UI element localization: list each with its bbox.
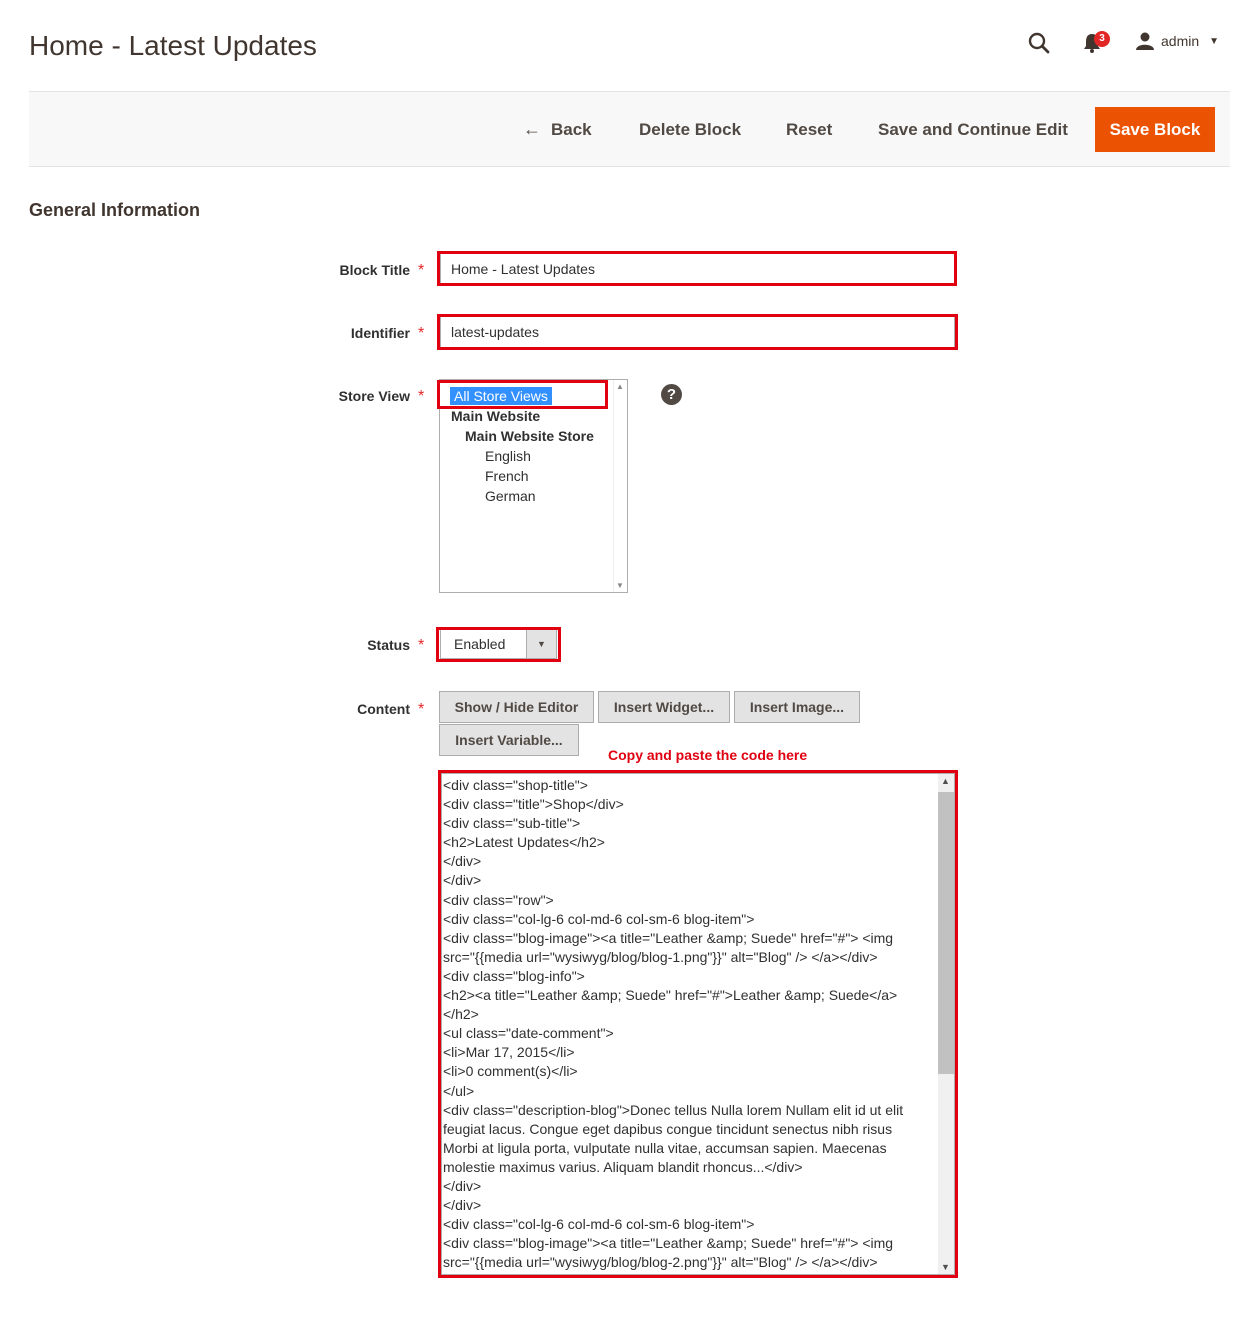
scroll-thumb[interactable] <box>938 792 954 1074</box>
reset-button[interactable]: Reset <box>786 107 832 152</box>
code-line: <div class="title">Shop</div> <box>443 796 624 813</box>
content-textarea[interactable] <box>441 773 955 1275</box>
annotation-note: Copy and paste the code here <box>608 747 808 763</box>
code-line: <div class="blog-info"> <box>443 967 585 984</box>
code-line: <div class="col-lg-6 col-md-6 col-sm-6 blog-item"> <box>443 1216 755 1233</box>
arrow-left-icon: ← <box>523 119 541 139</box>
code-line: <li>0 comment(s)</li> <box>443 1063 578 1080</box>
save-and-continue-button[interactable]: Save and Continue Edit <box>878 107 1068 152</box>
code-line: <h2><a title="Leather &amp; Suede" href="#">Leather &amp; Suede</a> <box>443 987 898 1004</box>
insert-variable-button[interactable]: Insert Variable... <box>439 724 579 756</box>
code-line: <div class="sub-title"> <box>443 815 581 832</box>
back-label: Back <box>551 120 592 139</box>
required-asterisk: * <box>418 701 425 718</box>
status-label: Status <box>367 637 410 653</box>
search-icon[interactable] <box>1028 32 1050 54</box>
required-asterisk: * <box>418 388 425 405</box>
store-view-label: Store View <box>338 388 410 404</box>
required-asterisk: * <box>418 325 425 342</box>
store-option-french[interactable]: French <box>485 468 529 484</box>
show-hide-editor-button[interactable]: Show / Hide Editor <box>439 691 594 723</box>
back-button[interactable] <box>523 107 592 152</box>
store-option-all[interactable]: All Store Views <box>450 387 552 405</box>
scroll-up-icon[interactable]: ▲ <box>941 776 950 786</box>
code-line: <li>Mar 17, 2015</li> <box>443 1044 575 1061</box>
code-line: </ul> <box>443 1082 475 1099</box>
chevron-down-icon: ▼ <box>526 630 556 658</box>
user-menu[interactable] <box>1135 32 1219 50</box>
code-line: <div class="shop-title"> <box>443 777 588 793</box>
store-option-english[interactable]: English <box>485 448 531 464</box>
status-select[interactable] <box>440 629 557 659</box>
save-block-button[interactable]: Save Block <box>1095 107 1215 152</box>
code-line: molestie maximus varius. Aliquam blandit rhoncus...</div> <box>443 1158 803 1175</box>
code-line: </h2> <box>443 1006 479 1023</box>
code-line: <div class="row"> <box>443 891 554 908</box>
scroll-down-icon[interactable]: ▼ <box>941 1262 950 1272</box>
code-line: <div class="blog-image"><a title="Leather &amp; Suede" href="#"> <img <box>443 1235 894 1252</box>
help-icon[interactable]: ? <box>661 384 682 405</box>
textarea-scrollbar[interactable] <box>938 774 954 1274</box>
code-line: </div> <box>443 1177 482 1194</box>
scroll-up-icon[interactable]: ▲ <box>616 382 624 391</box>
page-actions-bar <box>29 91 1230 167</box>
code-line: </div> <box>443 872 482 889</box>
code-line: <div class="description-blog">Donec tellus Nulla lorem Nullam elit id ut elit <box>443 1101 904 1118</box>
store-list-scrollbar[interactable] <box>613 380 627 592</box>
delete-block-button[interactable]: Delete Block <box>639 107 741 152</box>
code-line: src="{{media url="wysiwyg/blog/blog-2.png"}}" alt="Blog" /> </a></div> <box>443 1254 878 1271</box>
insert-image-button[interactable]: Insert Image... <box>734 691 860 723</box>
code-line: <div class="col-lg-6 col-md-6 col-sm-6 blog-item"> <box>443 910 755 927</box>
identifier-input[interactable]: latest-updates <box>440 316 955 348</box>
store-option-store[interactable]: Main Website Store <box>465 428 594 444</box>
status-value: Enabled <box>454 636 506 652</box>
code-line: feugiat lacus. Congue eget dapibus congue tincidunt senectus nibh risus <box>443 1120 893 1137</box>
store-option-german[interactable]: German <box>485 488 536 504</box>
code-line: <ul class="date-comment"> <box>443 1025 614 1042</box>
section-title: General Information <box>29 200 201 220</box>
code-line: src="{{media url="wysiwyg/blog/blog-1.png"}}" alt="Blog" /> </a></div> <box>443 948 878 965</box>
block-title-label: Block Title <box>339 262 410 278</box>
insert-widget-button[interactable]: Insert Widget... <box>598 691 730 723</box>
identifier-label: Identifier <box>350 325 410 341</box>
scroll-down-icon[interactable]: ▼ <box>616 581 624 590</box>
user-icon <box>1135 32 1155 50</box>
block-title-input[interactable]: Home - Latest Updates <box>440 253 955 285</box>
notifications-count-badge: 3 <box>1094 31 1110 47</box>
required-asterisk: * <box>418 637 425 654</box>
code-line: Morbi at ligula porta, vulputate nulla vitae, accumsan sapien. Maecenas <box>443 1139 887 1156</box>
user-name: admin <box>1161 33 1200 49</box>
page-title: Home - Latest Updates <box>29 30 317 61</box>
code-line: <div class="blog-image"><a title="Leather &amp; Suede" href="#"> <img <box>443 929 894 946</box>
code-line: </div> <box>443 853 482 870</box>
store-view-multiselect[interactable] <box>439 379 628 593</box>
code-line: <h2>Latest Updates</h2> <box>443 834 605 851</box>
chevron-down-icon: ▼ <box>1209 35 1220 47</box>
required-asterisk: * <box>418 262 425 279</box>
code-line: </div> <box>443 1197 482 1214</box>
store-option-website[interactable]: Main Website <box>451 408 541 424</box>
code-lines <box>443 776 938 1272</box>
content-label: Content <box>357 701 410 717</box>
